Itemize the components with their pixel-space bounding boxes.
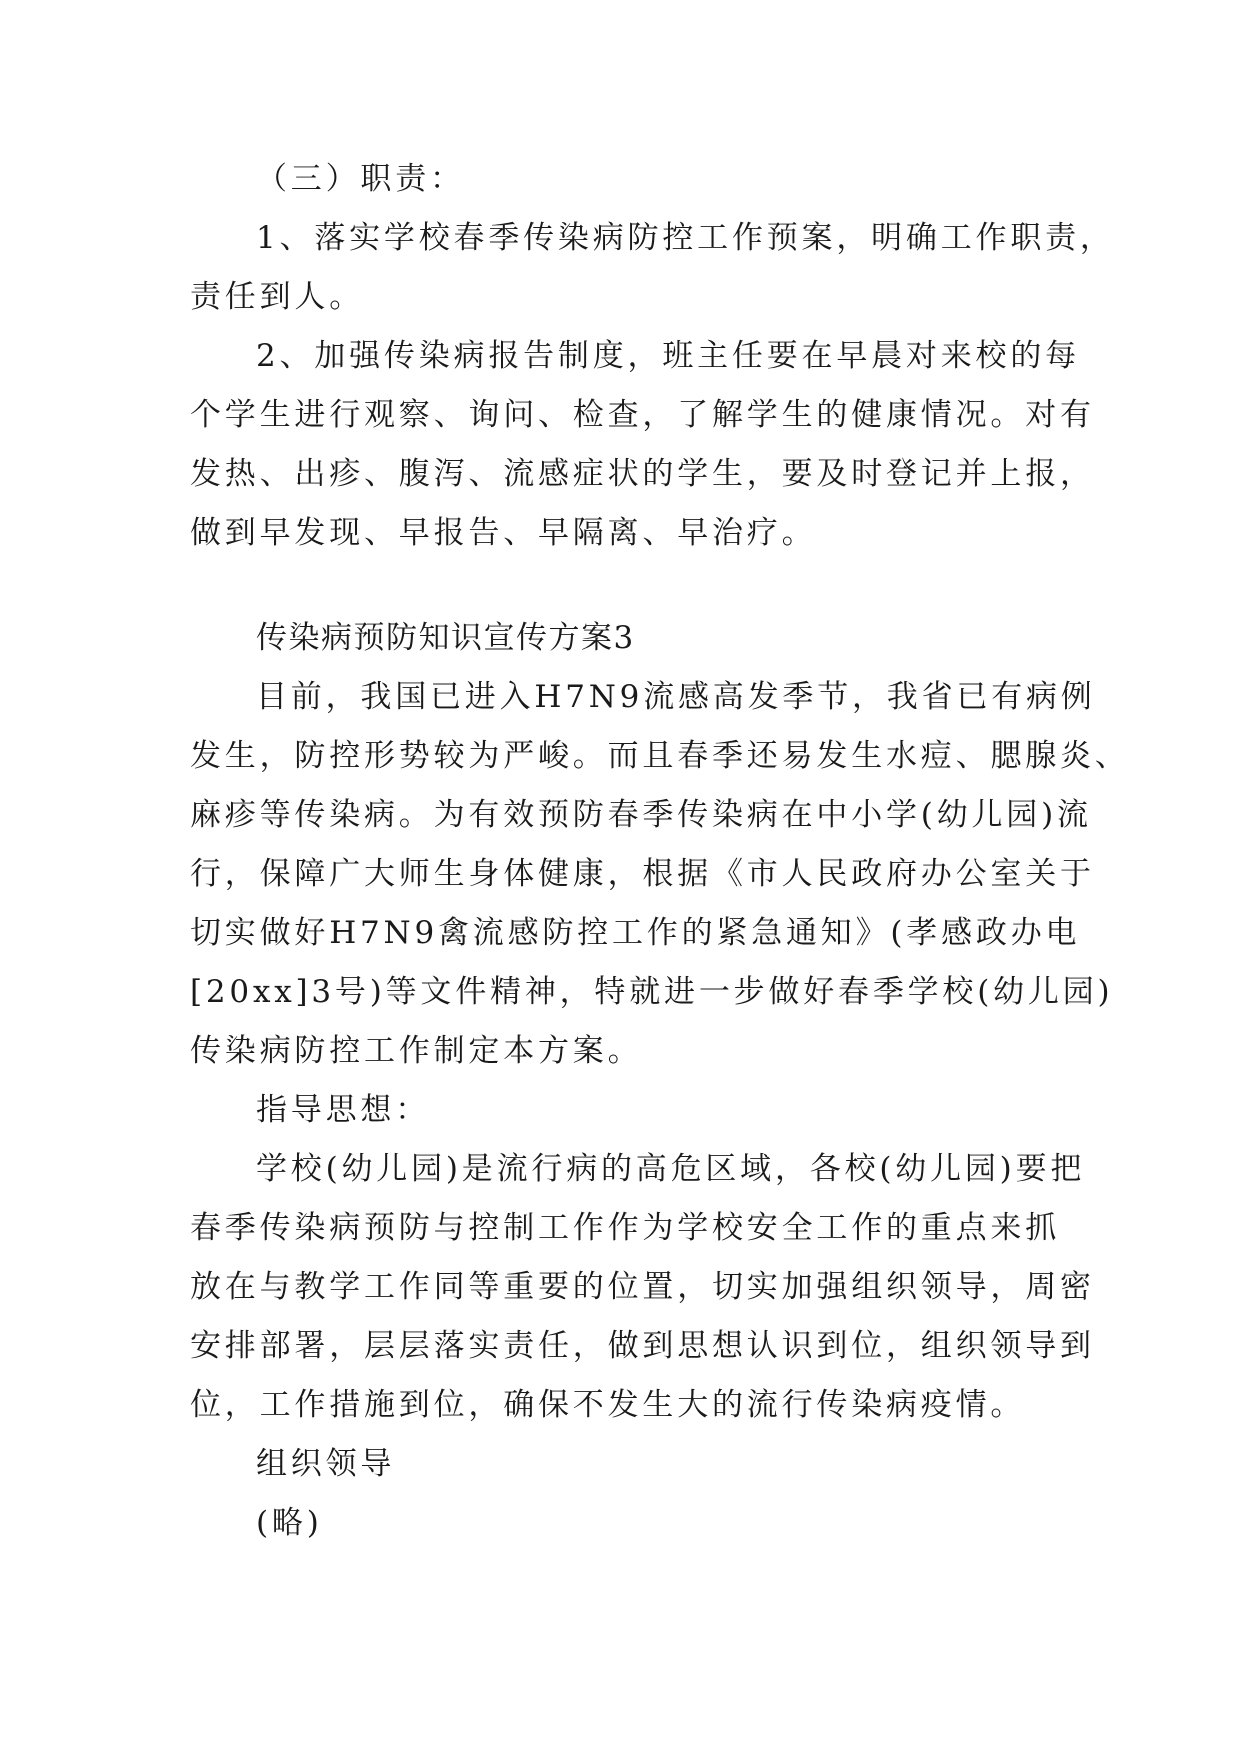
paragraph <box>190 1435 1065 1494</box>
section-title <box>190 609 1065 668</box>
paragraph <box>190 668 1130 1081</box>
text-line: 位，工作措施到位，确保不发生大的流行传染病疫情。 <box>190 1387 1026 1423</box>
paragraph <box>190 327 1095 563</box>
text-line: [20xx]3号)等文件精神，特就进一步做好春季学校(幼儿园) <box>190 974 1114 1010</box>
document-body <box>190 150 1130 1553</box>
text-line: 放在与教学工作同等重要的位置，切实加强组织领导，周密 <box>190 1269 1095 1305</box>
text-line: 指导思想： <box>256 1092 430 1128</box>
text-line: 组织领导 <box>256 1446 396 1482</box>
text-line: 责任到人。 <box>190 279 364 315</box>
text-line: 安排部署，层层落实责任，做到思想认识到位，组织领导到 <box>190 1328 1095 1364</box>
text-line: 传染病预防知识宣传方案3 <box>256 620 635 656</box>
paragraph <box>190 1081 1065 1140</box>
text-line: 1、落实学校春季传染病防控工作预案，明确工作职责， <box>256 220 1115 256</box>
text-line: （三）职责： <box>256 161 465 197</box>
text-line: 目前，我国已进入H7N9流感高发季节，我省已有病例 <box>256 679 1096 715</box>
text-line: (略) <box>256 1505 323 1541</box>
text-line: 切实做好H7N9禽流感防控工作的紧急通知》(孝感政办电 <box>190 915 1081 951</box>
paragraph <box>190 150 1065 209</box>
text-line: 行，保障广大师生身体健康，根据《市人民政府办公室关于 <box>190 856 1095 892</box>
text-line: 发热、出疹、腹泻、流感症状的学生，要及时登记并上报， <box>190 456 1095 492</box>
paragraph <box>190 209 1115 327</box>
text-line: 学校(幼儿园)是流行病的高危区域，各校(幼儿园)要把 <box>256 1151 1086 1187</box>
paragraph <box>190 1140 1095 1435</box>
text-line: 春季传染病预防与控制工作作为学校安全工作的重点来抓 <box>190 1210 1060 1246</box>
text-line: 做到早发现、早报告、早隔离、早治疗。 <box>190 515 817 551</box>
text-line: 发生，防控形势较为严峻。而且春季还易发生水痘、腮腺炎、 <box>190 738 1130 774</box>
text-line: 麻疹等传染病。为有效预防春季传染病在中小学(幼儿园)流 <box>190 797 1092 833</box>
text-line: 2、加强传染病报告制度，班主任要在早晨对来校的每 <box>256 338 1080 374</box>
text-line: 个学生进行观察、询问、检查，了解学生的健康情况。对有 <box>190 397 1095 433</box>
paragraph <box>190 1494 1065 1553</box>
text-line: 传染病防控工作制定本方案。 <box>190 1033 643 1069</box>
